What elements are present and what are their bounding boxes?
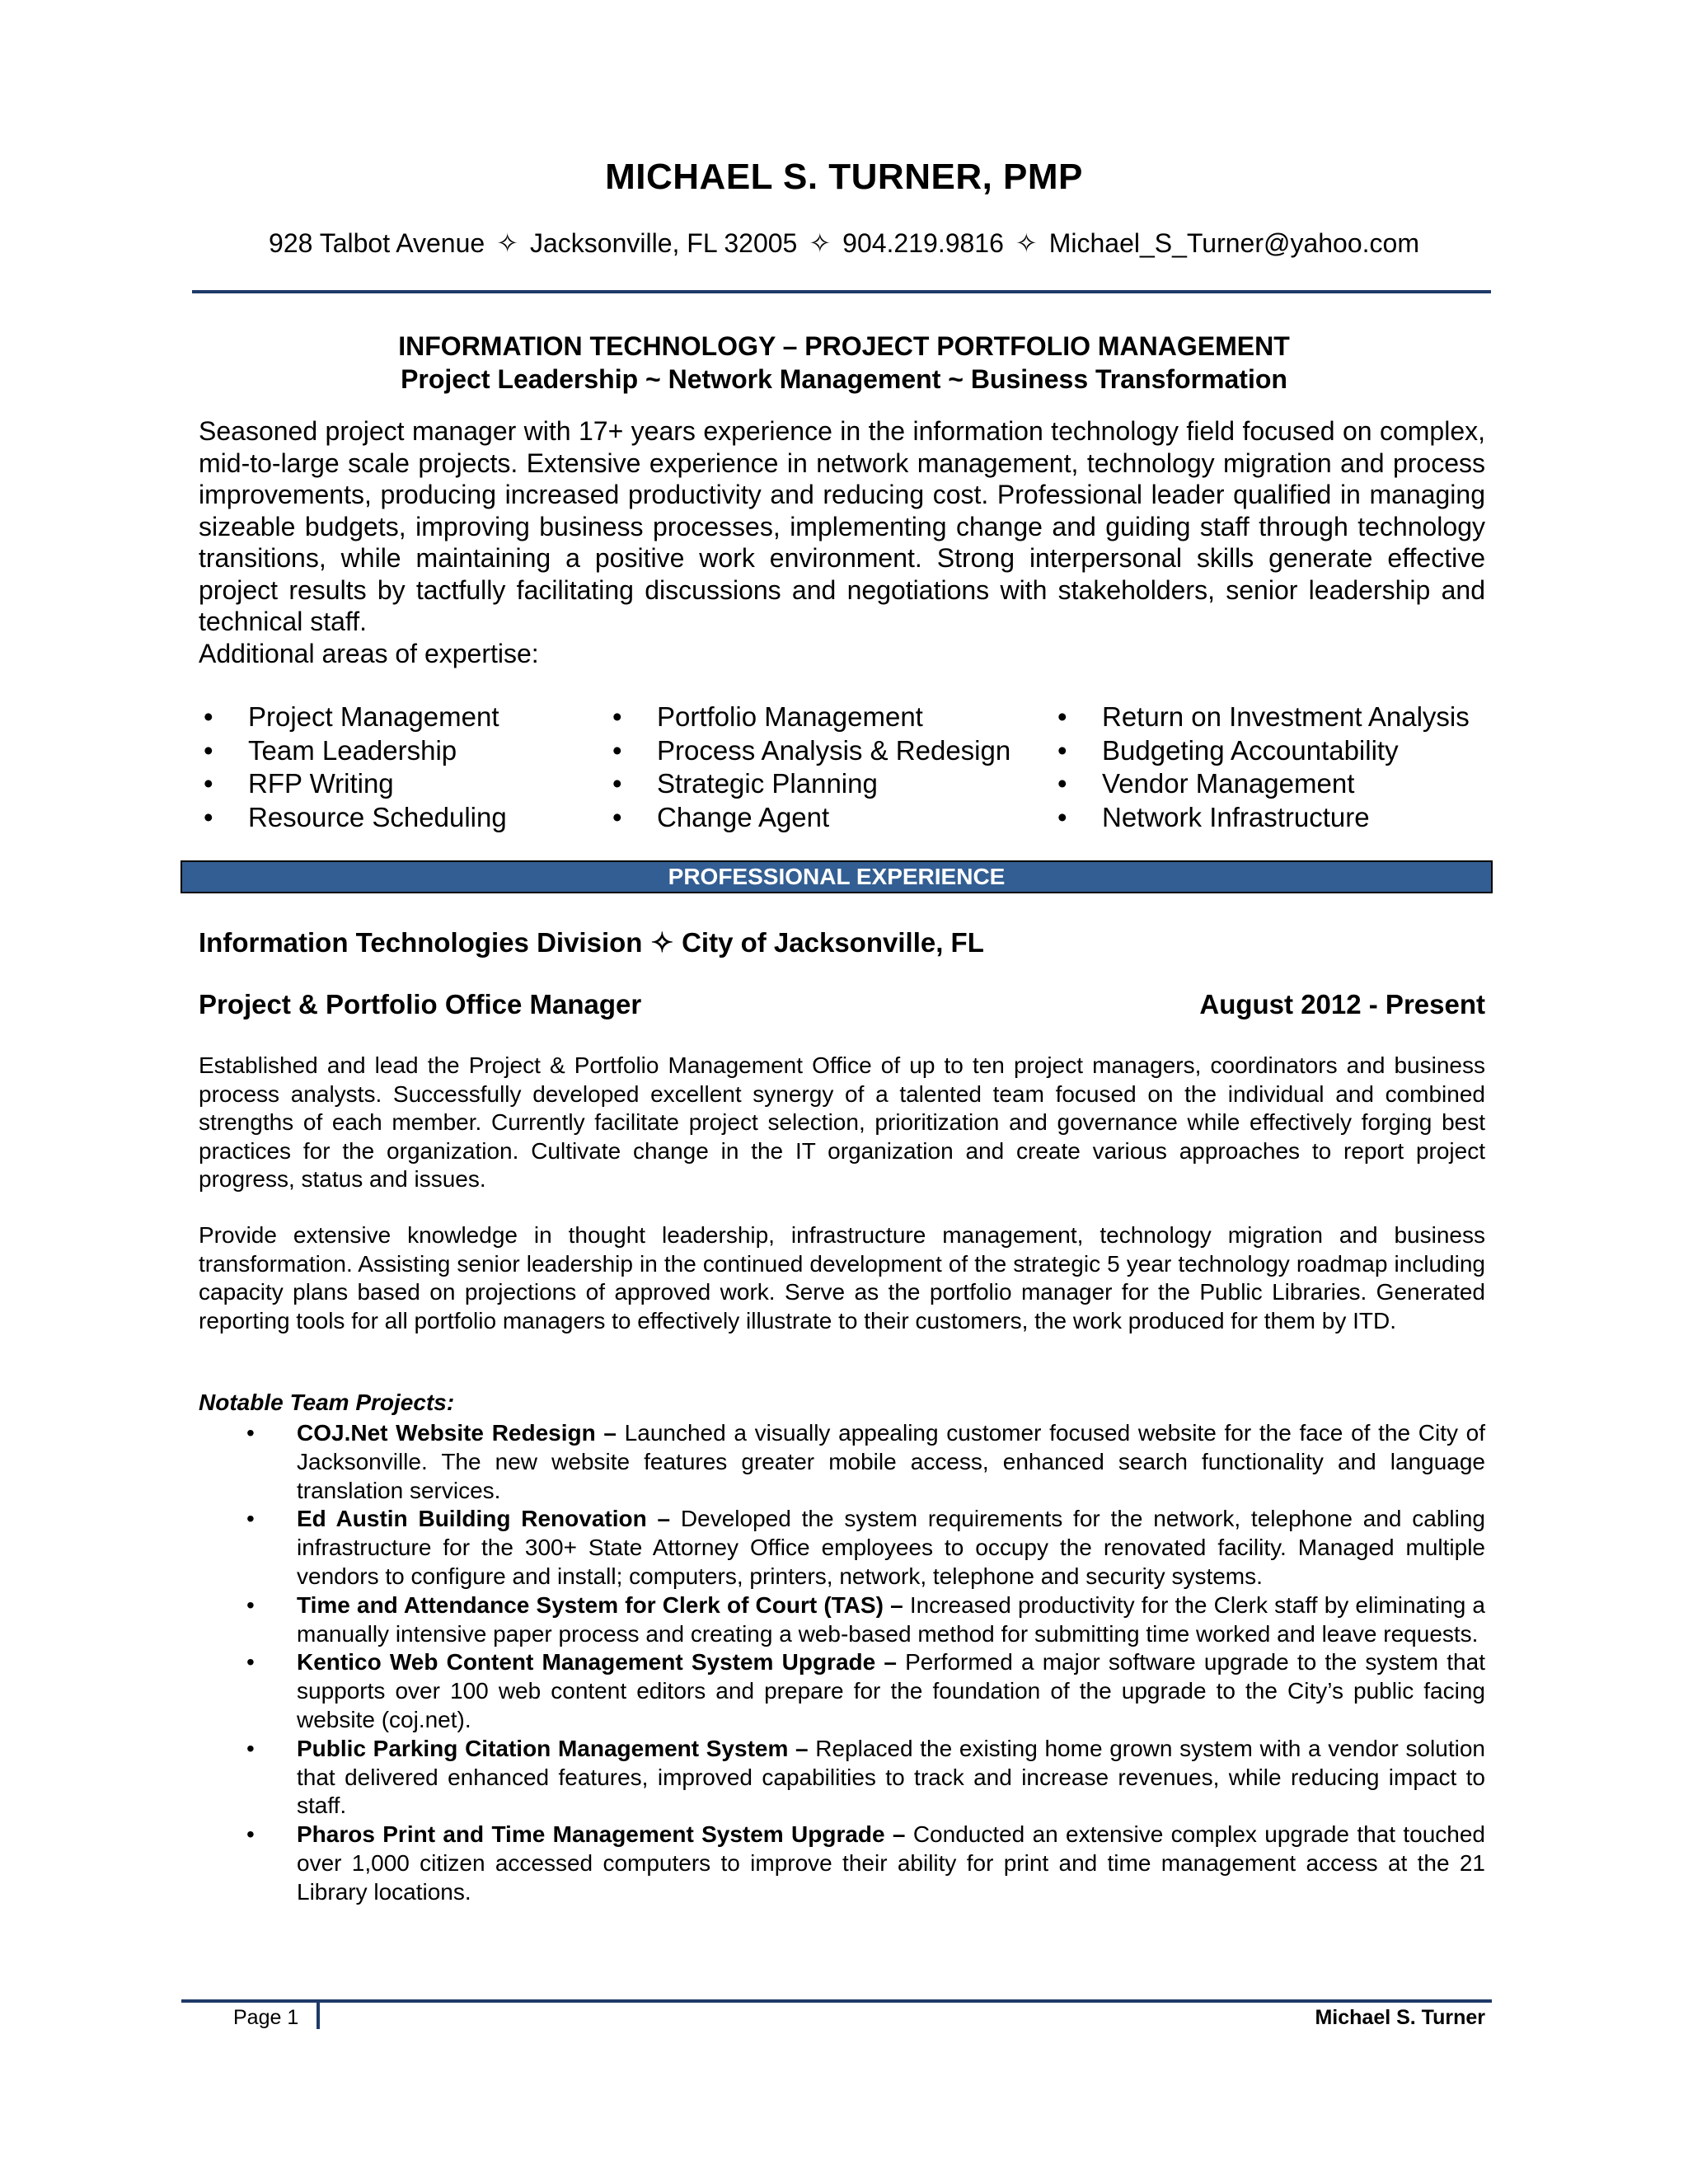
separator-icon: ✧ <box>496 228 518 258</box>
expertise-intro: Additional areas of expertise: <box>199 638 539 668</box>
employer <box>199 926 984 958</box>
project-title: Ed Austin Building Renovation – <box>297 1506 671 1532</box>
project-title: Kentico Web Content Management System Upgrade – <box>297 1649 897 1675</box>
job-title: Project & Portfolio Office Manager <box>199 989 642 1019</box>
project-item <box>199 1419 1485 1505</box>
project-text: Performed a major software upgrade to the system that supports over 100 web content editors and prepare for the foundation of the upgrade to the City’s public facing website (coj.net). <box>297 1649 1485 1732</box>
job-paragraph-2: Provide extensive knowledge in thought leadership, infrastructure management, technology migration and business transformation. Assisting senior leadership in the continued development of the strategic 5 year technology roadmap including capacity plans based on projections of approved work. Serve as the portfolio manager for the Public Libraries. Generated reporting tools for all portfolio managers to effectively illustrate to their customers, the work produced for them by ITD. <box>199 1222 1485 1333</box>
separator-icon: ✧ <box>809 228 832 258</box>
expertise-list <box>199 701 1501 837</box>
expertise-item: • RFP Writing <box>199 767 507 801</box>
expertise-item: • Strategic Planning <box>607 767 1010 801</box>
employer-city: City of Jacksonville, FL <box>682 927 984 958</box>
expertise-column-3 <box>1053 701 1470 834</box>
project-item <box>199 1821 1485 1906</box>
projects-list <box>199 1419 1485 1907</box>
candidate-name: MICHAEL S. TURNER, PMP <box>605 157 1083 197</box>
project-text: Replaced the existing home grown system with a vendor solution that delivered enhanced features, improved capabilities to track and increase revenues, while reducing impact to staff. <box>297 1735 1485 1819</box>
footer-page-number: Page 1 <box>233 2006 299 2029</box>
expertise-item: • Change Agent <box>607 801 1010 835</box>
notable-projects-label: Notable Team Projects: <box>199 1390 455 1415</box>
address: 928 Talbot Avenue <box>269 228 485 258</box>
job-paragraph-1: Established and lead the Project & Portfolio Management Office of up to ten project managers, coordinators and business process analysts. Successfully developed excellent synergy of a talented team focused on the individual and combined strengths of each member. Currently facilitate project selection, prioritization and governance while effectively forging best practices for the organization. Cultivate change in the IT organization and create various approaches to report project progress, status and issues. <box>199 1052 1485 1192</box>
contact-line <box>0 227 1688 259</box>
footer-name: Michael S. Turner <box>1315 2006 1485 2029</box>
project-text: Launched a visually appealing customer focused website for the face of the City of Jacksonville. The new website features greater mobile access, enhanced search functionality and language translation services. <box>297 1420 1485 1503</box>
expertise-column-2 <box>607 701 1010 834</box>
project-item <box>199 1591 1485 1649</box>
expertise-item: • Project Management <box>199 701 507 734</box>
project-item <box>199 1505 1485 1591</box>
headline-title: INFORMATION TECHNOLOGY – PROJECT PORTFOLIO MANAGEMENT <box>398 331 1290 361</box>
employer-division: Information Technologies Division <box>199 927 643 958</box>
section-header-experience: PROFESSIONAL EXPERIENCE <box>181 860 1493 893</box>
project-title: Pharos Print and Time Management System Upgrade – <box>297 1821 906 1848</box>
project-item <box>199 1735 1485 1821</box>
footer-tick <box>316 2001 320 2029</box>
expertise-item: • Resource Scheduling <box>199 801 507 835</box>
separator-icon: ✧ <box>650 927 674 958</box>
phone: 904.219.9816 <box>842 228 1004 258</box>
project-title: Public Parking Citation Management System – <box>297 1735 809 1761</box>
project-text: Conducted an extensive complex upgrade that touched over 1,000 citizen accessed computers to improve their ability for print and time management access at the 21 Library locations. <box>297 1821 1485 1905</box>
project-title: COJ.Net Website Redesign – <box>297 1420 617 1446</box>
summary-text: Seasoned project manager with 17+ years experience in the information technology field focused on complex, mid-to-large scale projects. Extensive experience in network management, technology migration and process improvements, producing increased productivity and reducing cost. Professional leader qualified in managing sizeable budgets, improving business processes, implementing change and guiding staff through technology transitions, while maintaining a positive work environment. Strong interpersonal skills generate effective project results by tactfully facilitating discussions and negotiations with stakeholders, senior leadership and technical staff. <box>199 416 1485 636</box>
expertise-item: • Process Analysis & Redesign <box>607 734 1010 768</box>
expertise-item: • Budgeting Accountability <box>1053 734 1470 768</box>
expertise-item: • Network Infrastructure <box>1053 801 1470 835</box>
separator-icon: ✧ <box>1015 228 1038 258</box>
headline <box>0 330 1688 396</box>
expertise-item: • Return on Investment Analysis <box>1053 701 1470 734</box>
summary <box>199 415 1485 669</box>
project-item <box>199 1648 1485 1734</box>
city: Jacksonville, FL 32005 <box>530 228 798 258</box>
email: Michael_S_Turner@yahoo.com <box>1048 228 1419 258</box>
expertise-item: • Portfolio Management <box>607 701 1010 734</box>
project-title: Time and Attendance System for Clerk of Court (TAS) – <box>297 1591 903 1618</box>
expertise-item: • Team Leadership <box>199 734 507 768</box>
job-dates: August 2012 - Present <box>1199 989 1485 1019</box>
job-line <box>199 989 1485 1020</box>
expertise-column-1 <box>199 701 507 834</box>
header-divider <box>192 290 1491 293</box>
headline-subtitle: Project Leadership ~ Network Management ~ Business Transformation <box>401 364 1287 394</box>
project-text: Developed the system requirements for the network, telephone and cabling infrastructure for the 300+ State Attorney Office employees to occupy the renovated facility. Managed multiple vendors to configure and install; computers, printers, network, telephone and security systems. <box>297 1506 1486 1589</box>
expertise-item: • Vendor Management <box>1053 767 1470 801</box>
footer-divider <box>181 1999 1492 2003</box>
project-text: Increased productivity for the Clerk staff by eliminating a manually intensive paper process and creating a web-based method for submitting time worked and leave requests. <box>297 1591 1485 1647</box>
